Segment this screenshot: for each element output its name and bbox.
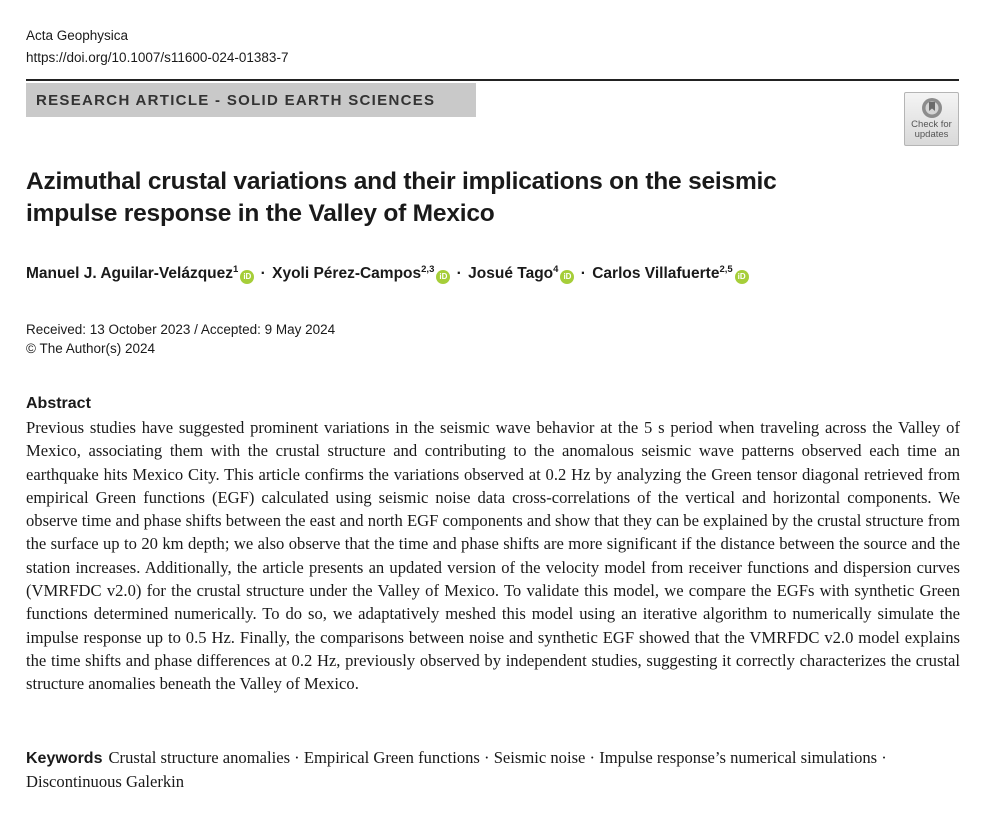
author-affiliation: 1: [233, 264, 239, 275]
author-name[interactable]: Manuel J. Aguilar-Velázquez: [26, 265, 234, 282]
author-name[interactable]: Josué Tago: [468, 265, 554, 282]
received-accepted-dates: Received: 13 October 2023 / Accepted: 9 May 2024: [26, 322, 336, 337]
abstract-heading: Abstract: [26, 395, 91, 412]
author-list: [26, 264, 749, 284]
author-affiliation: 2,3: [421, 264, 435, 275]
article-title: Azimuthal crustal variations and their implications on the seismic impulse response in the Valley of Mexico: [26, 168, 777, 227]
orcid-icon[interactable]: iD: [436, 270, 450, 284]
keywords-section: [26, 746, 960, 794]
author-affiliation: 4: [553, 264, 559, 275]
keywords-list: Crustal structure anomalies · Empirical Green functions · Seismic noise · Impulse response’s numerical simulations · Discontinuous Galerkin: [26, 748, 887, 792]
check-for-updates-button[interactable]: [904, 92, 959, 146]
article-type-banner: RESEARCH ARTICLE - SOLID EARTH SCIENCES: [26, 83, 476, 117]
author-separator: ·: [580, 265, 586, 282]
author-separator: ·: [456, 265, 462, 282]
doi-link[interactable]: https://doi.org/10.1007/s11600-024-01383-7: [26, 50, 289, 65]
journal-name: Acta Geophysica: [26, 28, 129, 43]
author-name[interactable]: Xyoli Pérez-Campos: [272, 265, 422, 282]
orcid-icon[interactable]: iD: [560, 270, 574, 284]
orcid-icon[interactable]: iD: [240, 270, 254, 284]
abstract-body: Previous studies have suggested prominent variations in the seismic wave behavior at the 5 s period when traveling across the Valley of Mexico, associating them with the crustal structure and contributing to the anomalous seismic wave patterns observed each time an earthquake hits Mexico City. This article confirms the variations observed at 0.2 Hz by analyzing the Green tensor diagonal retrieved from empirical Green functions (EGF) calculated using seismic noise data cross-correlations of the vertical and horizontal components. We observe time and phase shifts between the east and north EGF components and show that they can be explained by the crustal structure from the surface up to 20 km depth; we also observe that the time and phase shifts are more significant if the distance between the source and the station increases. Additionally, the article presents an updated version of the velocity model from receiver functions and dispersion curves (VMRFDC v2.0) for the crustal structure under the Valley of Mexico. To validate this model, we compare the EGFs with synthetic Green functions determined numerically. To do so, we adaptatively meshed this model using an iterative algorithm to numerically simulate the impulse response up to 0.5 Hz. Finally, the comparisons between noise and synthetic EGF showed that the VMRFDC v2.0 model explains the time shifts and phase differences at 0.2 Hz, previously observed by independent studies, suggesting it correctly characterizes the crustal structure anomalies beneath the Valley of Mexico.: [26, 418, 960, 694]
keywords-label: Keywords: [26, 750, 103, 767]
orcid-icon[interactable]: iD: [735, 270, 749, 284]
author-affiliation: 2,5: [719, 264, 733, 275]
bookmark-icon: [919, 97, 945, 119]
header-rule: [26, 79, 959, 81]
author-name[interactable]: Carlos Villafuerte: [592, 265, 720, 282]
author-separator: ·: [260, 265, 266, 282]
copyright-notice: © The Author(s) 2024: [26, 341, 156, 356]
check-for-updates-label: Check for updates: [911, 119, 952, 140]
